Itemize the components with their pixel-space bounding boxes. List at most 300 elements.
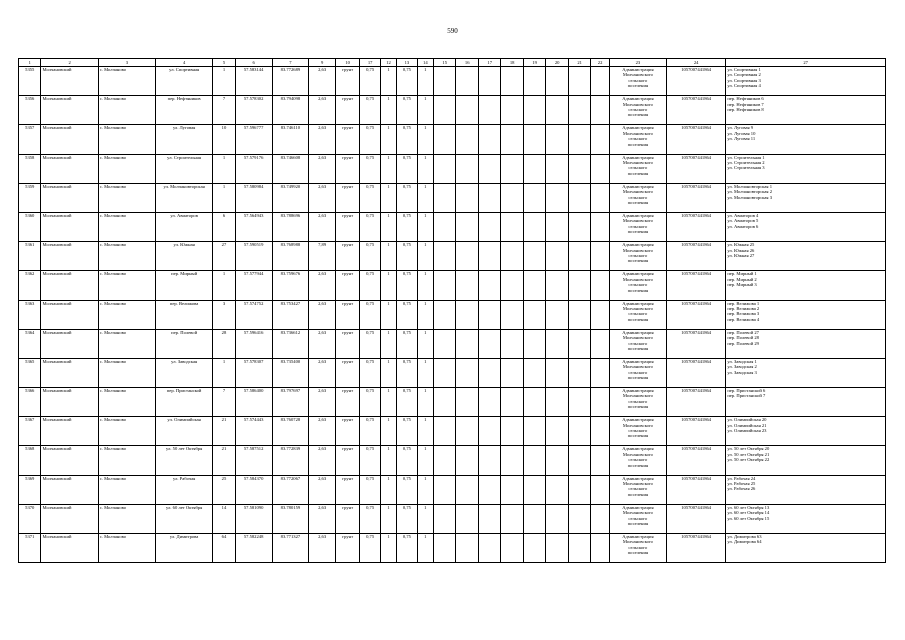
administration-line: Администрация <box>622 125 654 131</box>
empty-cell <box>433 125 455 154</box>
empty-cell <box>568 67 590 96</box>
address-line: пер. Пристанской 7 <box>727 393 766 399</box>
empty-cell <box>591 388 609 417</box>
cell-c6: 57.580984 <box>235 183 272 212</box>
table-row <box>19 358 886 387</box>
cell-ogrn: 1057007441864 <box>667 212 726 241</box>
administration-line: Администрация <box>622 504 654 510</box>
empty-cell <box>433 271 455 300</box>
cell-c9: 2,63 <box>309 300 336 329</box>
empty-cell <box>456 242 478 271</box>
administration-line: Молчановского <box>622 393 653 399</box>
column-number-cell: 17 <box>478 59 500 67</box>
empty-cell <box>568 154 590 183</box>
cell-c9: 2,63 <box>309 125 336 154</box>
address-line: ул. Рабочая 26 <box>727 486 756 492</box>
empty-cell <box>546 271 568 300</box>
administration-line: сельского <box>628 457 648 463</box>
empty-cell <box>591 212 609 241</box>
cell-c4: ул. Спортивная <box>155 67 212 96</box>
empty-cell <box>546 300 568 329</box>
cell-c12: 1 <box>380 183 396 212</box>
cell-c3: с. Молчаново <box>98 125 155 154</box>
cell-c10: грунт <box>335 446 360 475</box>
empty-cell <box>456 300 478 329</box>
cell-c17: 0,75 <box>360 125 380 154</box>
cell-c5: 7 <box>213 96 235 125</box>
administration-line: Молчановского <box>622 101 653 107</box>
administration-line: поселения <box>627 141 649 147</box>
cell-addresses <box>726 446 886 475</box>
cell-c7: 83.760728 <box>272 417 309 446</box>
cell-c12: 1 <box>380 358 396 387</box>
empty-cell <box>568 504 590 533</box>
cell-c12: 1 <box>380 96 396 125</box>
cell-c17: 0,75 <box>360 534 380 563</box>
cell-c4: ул. Луговая <box>155 125 212 154</box>
cell-c9: 2,63 <box>309 388 336 417</box>
cell-c2: Молчановский <box>41 183 98 212</box>
administration-line: Администрация <box>622 183 654 189</box>
empty-cell <box>456 388 478 417</box>
empty-cell <box>568 388 590 417</box>
administration-line: сельского <box>628 136 648 142</box>
empty-cell <box>478 417 500 446</box>
administration-line: поселения <box>627 345 649 351</box>
cell-c7: 83.794098 <box>272 96 309 125</box>
empty-cell <box>456 358 478 387</box>
empty-cell <box>456 271 478 300</box>
cell-c4: ул. 50 лет Октября <box>155 446 212 475</box>
empty-cell <box>501 271 523 300</box>
cell-c7: 83.735400 <box>272 358 309 387</box>
cell-c9: 2,63 <box>309 329 336 358</box>
administration-line: Администрация <box>622 300 654 306</box>
empty-cell <box>433 154 455 183</box>
empty-cell <box>478 446 500 475</box>
address-line: пер. Велижова 4 <box>727 316 760 322</box>
address-line: пер. Полевой 27 <box>727 329 759 335</box>
cell-c6: 57.586400 <box>235 388 272 417</box>
cell-c6: 57.583144 <box>235 67 272 96</box>
cell-c10: грунт <box>335 183 360 212</box>
cell-c17: 0,75 <box>360 154 380 183</box>
cell-c12: 1 <box>380 534 396 563</box>
empty-cell <box>568 446 590 475</box>
cell-c6: 57.581090 <box>235 504 272 533</box>
cell-c6: 57.574752 <box>235 300 272 329</box>
cell-c10: грунт <box>335 358 360 387</box>
administration-line: Молчановского <box>622 189 653 195</box>
administration-line: поселения <box>627 375 649 381</box>
administration-line: сельского <box>628 77 648 83</box>
address-line: ул. Олимпийская 20 <box>727 417 767 423</box>
cell-administration <box>609 96 666 125</box>
cell-c1: 5362 <box>19 271 41 300</box>
cell-c1: 5368 <box>19 446 41 475</box>
empty-cell <box>478 300 500 329</box>
register-table <box>18 58 886 563</box>
administration-line: Администрация <box>622 242 654 248</box>
cell-administration <box>609 504 666 533</box>
administration-line: Молчановского <box>622 72 653 78</box>
empty-cell <box>523 125 545 154</box>
cell-c1: 5367 <box>19 417 41 446</box>
empty-cell <box>523 300 545 329</box>
cell-c5: 14 <box>213 504 235 533</box>
empty-cell <box>591 504 609 533</box>
administration-line: поселения <box>627 433 649 439</box>
cell-c7: 83.746608 <box>272 154 309 183</box>
cell-administration <box>609 183 666 212</box>
empty-cell <box>478 67 500 96</box>
cell-ogrn: 1057007441864 <box>667 300 726 329</box>
empty-cell <box>568 212 590 241</box>
cell-addresses <box>726 358 886 387</box>
empty-cell <box>501 388 523 417</box>
empty-cell <box>591 300 609 329</box>
cell-ogrn: 1057007441864 <box>667 417 726 446</box>
cell-c14: 1 <box>417 504 433 533</box>
empty-cell <box>546 125 568 154</box>
empty-cell <box>456 183 478 212</box>
table-row <box>19 154 886 183</box>
cell-ogrn: 1057007441864 <box>667 67 726 96</box>
cell-c12: 1 <box>380 417 396 446</box>
cell-c17: 0,75 <box>360 417 380 446</box>
empty-cell <box>568 329 590 358</box>
cell-c13: 0,75 <box>397 446 417 475</box>
cell-c1: 5360 <box>19 212 41 241</box>
administration-line: Молчановского <box>622 247 653 253</box>
page-number: 590 <box>447 27 458 35</box>
empty-cell <box>501 212 523 241</box>
empty-cell <box>568 96 590 125</box>
cell-addresses <box>726 154 886 183</box>
cell-c6: 57.579176 <box>235 154 272 183</box>
cell-c4: пер. Велижова <box>155 300 212 329</box>
empty-cell <box>546 417 568 446</box>
table-row <box>19 388 886 417</box>
cell-c14: 1 <box>417 96 433 125</box>
cell-addresses <box>726 212 886 241</box>
cell-c17: 0,75 <box>360 300 380 329</box>
empty-cell <box>591 475 609 504</box>
cell-c4: ул. Димитрова <box>155 534 212 563</box>
cell-c1: 5369 <box>19 475 41 504</box>
cell-ogrn: 1057007441864 <box>667 388 726 417</box>
cell-c14: 1 <box>417 417 433 446</box>
cell-c3: с. Молчаново <box>98 475 155 504</box>
cell-c7: 83.771327 <box>272 534 309 563</box>
table-body <box>19 67 886 563</box>
empty-cell <box>546 329 568 358</box>
administration-line: Администрация <box>622 358 654 364</box>
table-row <box>19 212 886 241</box>
administration-line: сельского <box>628 398 648 404</box>
cell-c9: 2,63 <box>309 271 336 300</box>
address-line: ул. Авиаторов 6 <box>727 223 759 229</box>
empty-cell <box>568 417 590 446</box>
empty-cell <box>478 271 500 300</box>
cell-c4: ул. Строительная <box>155 154 212 183</box>
cell-c3: с. Молчаново <box>98 329 155 358</box>
cell-c4: пер. Нефтяников <box>155 96 212 125</box>
administration-line: поселения <box>627 521 649 527</box>
cell-addresses <box>726 504 886 533</box>
administration-line: Молчановского <box>622 510 653 516</box>
cell-c2: Молчановский <box>41 271 98 300</box>
empty-cell <box>501 67 523 96</box>
cell-c4: ул. Молчановторская <box>155 183 212 212</box>
column-number-cell: 19 <box>523 59 545 67</box>
cell-c5: 64 <box>213 534 235 563</box>
address-line: ул. Молчановторская 3 <box>727 194 772 200</box>
empty-cell <box>501 300 523 329</box>
cell-c5: 1 <box>213 271 235 300</box>
administration-line: сельского <box>628 107 648 112</box>
cell-c2: Молчановский <box>41 300 98 329</box>
cell-addresses <box>726 242 886 271</box>
administration-line: Администрация <box>622 417 654 423</box>
empty-cell <box>591 446 609 475</box>
cell-c2: Молчановский <box>41 475 98 504</box>
cell-administration <box>609 388 666 417</box>
cell-administration <box>609 358 666 387</box>
cell-c9: 2,63 <box>309 67 336 96</box>
cell-c6: 57.590519 <box>235 242 272 271</box>
address-line: ул. Строительная 2 <box>727 159 765 165</box>
cell-c3: с. Молчаново <box>98 271 155 300</box>
cell-c5: 3 <box>213 300 235 329</box>
empty-cell <box>501 154 523 183</box>
table-row <box>19 475 886 504</box>
cell-c1: 5365 <box>19 358 41 387</box>
administration-line: Администрация <box>622 534 654 539</box>
empty-cell <box>433 504 455 533</box>
cell-c4: ул. Южная <box>155 242 212 271</box>
empty-cell <box>433 183 455 212</box>
address-line: ул. 50 лет Октября 20 <box>727 446 770 452</box>
cell-c6: 57.578307 <box>235 358 272 387</box>
cell-c3: с. Молчаново <box>98 183 155 212</box>
column-number-cell: 5 <box>213 59 235 67</box>
empty-cell <box>456 417 478 446</box>
cell-administration <box>609 67 666 96</box>
empty-cell <box>523 183 545 212</box>
administration-line: поселения <box>627 112 649 118</box>
cell-c5: 10 <box>213 125 235 154</box>
empty-cell <box>568 125 590 154</box>
empty-cell <box>568 534 590 563</box>
cell-c1: 5364 <box>19 329 41 358</box>
cell-administration <box>609 242 666 271</box>
address-line: ул. Димитрова 64 <box>727 539 762 545</box>
cell-c12: 1 <box>380 242 396 271</box>
empty-cell <box>523 475 545 504</box>
cell-c6: 57.596416 <box>235 329 272 358</box>
cell-ogrn: 1057007441864 <box>667 125 726 154</box>
cell-c10: грунт <box>335 125 360 154</box>
address-line: пер. Нефтяников 8 <box>727 107 764 112</box>
administration-line: поселения <box>627 287 649 293</box>
column-number-cell: 13 <box>397 59 417 67</box>
cell-c9: 2,63 <box>309 446 336 475</box>
cell-c1: 5366 <box>19 388 41 417</box>
empty-cell <box>546 534 568 563</box>
cell-administration <box>609 271 666 300</box>
address-line: ул. Заводская 1 <box>727 358 757 364</box>
address-line: ул. Строительная 3 <box>727 165 765 171</box>
empty-cell <box>433 300 455 329</box>
empty-cell <box>523 271 545 300</box>
cell-c2: Молчановский <box>41 358 98 387</box>
cell-ogrn: 1057007441864 <box>667 271 726 300</box>
address-line: ул. Луговая 11 <box>727 136 756 142</box>
cell-c2: Молчановский <box>41 446 98 475</box>
cell-c5: 1 <box>213 183 235 212</box>
cell-c10: грунт <box>335 212 360 241</box>
empty-cell <box>546 475 568 504</box>
empty-cell <box>546 388 568 417</box>
cell-c10: грунт <box>335 271 360 300</box>
administration-line: Администрация <box>622 154 654 160</box>
cell-c13: 0,75 <box>397 358 417 387</box>
cell-c10: грунт <box>335 242 360 271</box>
administration-line: сельского <box>628 340 648 346</box>
cell-c9: 2,63 <box>309 504 336 533</box>
cell-c12: 1 <box>380 388 396 417</box>
cell-c10: грунт <box>335 388 360 417</box>
empty-cell <box>501 534 523 563</box>
cell-c4: ул. Заводская <box>155 358 212 387</box>
cell-c14: 1 <box>417 242 433 271</box>
cell-c14: 1 <box>417 388 433 417</box>
cell-c12: 1 <box>380 300 396 329</box>
empty-cell <box>591 67 609 96</box>
cell-c10: грунт <box>335 154 360 183</box>
cell-c6: 57.578302 <box>235 96 272 125</box>
administration-line: сельского <box>628 515 648 521</box>
empty-cell <box>591 271 609 300</box>
cell-c10: грунт <box>335 67 360 96</box>
table-row <box>19 125 886 154</box>
cell-administration <box>609 329 666 358</box>
cell-c12: 1 <box>380 212 396 241</box>
cell-c13: 0,75 <box>397 300 417 329</box>
cell-c14: 1 <box>417 329 433 358</box>
cell-c7: 83.759676 <box>272 271 309 300</box>
empty-cell <box>433 96 455 125</box>
administration-line: сельского <box>628 282 648 288</box>
empty-cell <box>523 446 545 475</box>
administration-line: Молчановского <box>622 130 653 136</box>
empty-cell <box>568 183 590 212</box>
cell-c7: 83.749920 <box>272 183 309 212</box>
cell-c10: грунт <box>335 504 360 533</box>
empty-cell <box>523 417 545 446</box>
cell-c14: 1 <box>417 300 433 329</box>
cell-c13: 0,75 <box>397 242 417 271</box>
empty-cell <box>501 475 523 504</box>
empty-cell <box>433 67 455 96</box>
cell-c9: 7,89 <box>309 242 336 271</box>
empty-cell <box>546 96 568 125</box>
column-number-cell: 1 <box>19 59 41 67</box>
cell-c9: 2,63 <box>309 475 336 504</box>
cell-c6: 57.596777 <box>235 125 272 154</box>
cell-c13: 0,75 <box>397 154 417 183</box>
cell-c17: 0,75 <box>360 183 380 212</box>
empty-cell <box>591 183 609 212</box>
administration-line: поселения <box>627 404 649 410</box>
cell-ogrn: 1057007441864 <box>667 96 726 125</box>
administration-line: поселения <box>627 462 649 468</box>
column-number-cell: 7 <box>272 59 309 67</box>
administration-line: поселения <box>627 258 649 264</box>
cell-c5: 25 <box>213 475 235 504</box>
empty-cell <box>568 271 590 300</box>
column-number-cell: 17 <box>360 59 380 67</box>
cell-c9: 2,63 <box>309 358 336 387</box>
empty-cell <box>478 329 500 358</box>
cell-ogrn: 1057007441864 <box>667 242 726 271</box>
administration-line: сельского <box>628 223 648 229</box>
cell-c7: 83.772839 <box>272 446 309 475</box>
empty-cell <box>456 96 478 125</box>
cell-c7: 83.797697 <box>272 388 309 417</box>
cell-c4: ул. 60 лет Октября <box>155 504 212 533</box>
cell-c6: 57.574443 <box>235 417 272 446</box>
cell-c12: 1 <box>380 475 396 504</box>
cell-addresses <box>726 67 886 96</box>
cell-c1: 5355 <box>19 67 41 96</box>
administration-line: Молчановского <box>622 451 653 457</box>
column-number-cell: 20 <box>546 59 568 67</box>
cell-c17: 0,75 <box>360 446 380 475</box>
cell-c1: 5371 <box>19 534 41 563</box>
cell-c4: ул. Олимпийская <box>155 417 212 446</box>
empty-cell <box>523 388 545 417</box>
cell-addresses <box>726 534 886 563</box>
address-line: ул. Луговая 9 <box>727 125 754 131</box>
cell-administration <box>609 212 666 241</box>
empty-cell <box>433 446 455 475</box>
cell-c14: 1 <box>417 183 433 212</box>
administration-line: поселения <box>627 316 649 322</box>
cell-c2: Молчановский <box>41 67 98 96</box>
cell-c4: пер. Пристанской <box>155 388 212 417</box>
cell-c3: с. Молчаново <box>98 388 155 417</box>
address-line: ул. 50 лет Октября 22 <box>727 457 770 463</box>
cell-c3: с. Молчаново <box>98 212 155 241</box>
administration-line: поселения <box>627 550 649 556</box>
administration-line: Молчановского <box>622 218 653 224</box>
address-line: ул. 60 лет Октября 14 <box>727 510 770 516</box>
column-number-cell: 27 <box>726 59 886 67</box>
cell-c1: 5370 <box>19 504 41 533</box>
table-header <box>19 59 886 67</box>
empty-cell <box>546 154 568 183</box>
column-number-cell: 6 <box>235 59 272 67</box>
cell-c3: с. Молчаново <box>98 417 155 446</box>
column-number-cell: 2 <box>41 59 98 67</box>
administration-line: поселения <box>627 229 649 235</box>
cell-c5: 27 <box>213 242 235 271</box>
cell-c12: 1 <box>380 446 396 475</box>
administration-line: Администрация <box>622 271 654 277</box>
cell-c12: 1 <box>380 154 396 183</box>
